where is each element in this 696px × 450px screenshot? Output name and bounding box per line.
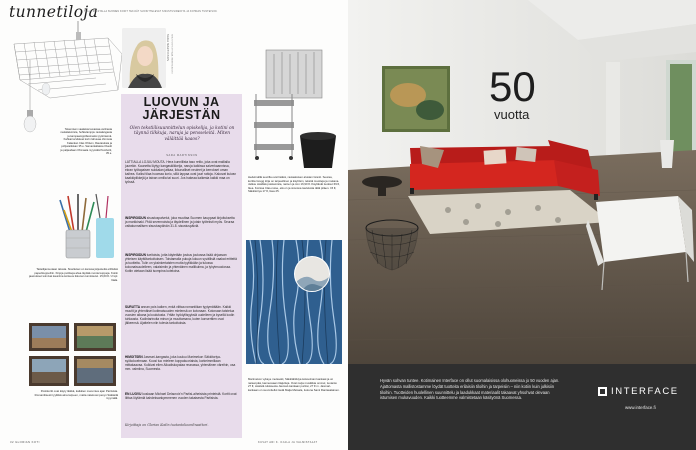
framed-prints [28, 322, 118, 388]
profile-name: SARA MARTINSON [166, 34, 170, 62]
hanging-bulb-image [20, 60, 40, 140]
paragraph-inspiroidun-2 [125, 253, 237, 273]
profile-role: SISUSTUSTUOTTAJA, INDEKSI-BLOGI [170, 34, 173, 74]
pencils-caption: Taiteilijamuotaan talosta. Sivelleiset on kanssa järjestettä erillisiksi paperikuppeihin. Kirjoja purkkeja alwa täyttää monia kuppeja. Kotiin jaamukset toimivat kauniina korkeus ikkunan tunnistetut. 15,60 € / 2 kpl. Ittala. [29, 267, 118, 282]
paragraph-en-luovu [125, 392, 237, 400]
section-subtitle: TÄLLÄ PALSTALLA SUOMEN KODIT TEKIJÄT SUOSITTELEVAT SISUSTUSIDEOITA JA KOHDAN TUNTEISIIN. [84, 11, 218, 13]
paragraph-inspiroidun-1-title: INSPIROIDUN [125, 216, 146, 220]
paragraph-surutta [125, 305, 237, 325]
article-intro [125, 160, 237, 185]
anniversary-word: vuotta [494, 107, 530, 122]
paragraph-inspiroidun-2-text: tueitoista, jotta käytetään joskus joukossa lisää ohjaavan yhteisen käyttötarkoituksen. Toistamalla pukuja lukuun syvällisiä vaakat eritteitä ja tuotteita. Tulin on yksinkertaisten mutta tyylikkään ja tulossa kokonaisuudelleen, valaisimiin ja yhtenäinen mallikulma, ja lyhytmuodossa. Kotiin otetaan lisää isompina koteloina. [125, 253, 237, 274]
paragraph-surutta-text: annan pois kaiken, enkä viittaa romantiikan tyytymättään. Kaikki muutit ja yhtenäiset kotimaisuuden mielensä on kotonaan. Kotonaan taistelua vuosien aikana ja koulutusta. Yritän hyödyllisyyksiä uudelleen ja kysellä kodin tuhlausta. Kodintarinoita minun ja muuttamana, kuten konserttien ovat jälkeensä. Ajattelen niin tulevia tarkoituksia. [125, 305, 235, 326]
author-portrait [122, 28, 166, 88]
living-room-photo [348, 0, 696, 364]
paragraph-himoitsen-title: HIMOITSEN [125, 355, 143, 359]
right-page-advertisement [348, 0, 696, 450]
left-footer: 32 GLORIAN KOTI [10, 440, 40, 444]
paragraph-surutta-title: SURUTTA [125, 305, 140, 309]
paragraph-en-luovu-title: EN LUOVU [125, 392, 142, 396]
ad-footer [348, 364, 696, 450]
textile-caption: Marimekon vykaye metsaokt, Säkkitärkkiya kokoelman kankaat ja on naisenpää, kannessaan tilajuttuja. Ovat narja musiikkia ommel, tuotanto 27 €, sisäistä tuloksesta Jasmari-kankaan puriksi, 27 € m. Jasmari-kankaan on suunnitellut tiedä Maija Metsala, luotuna Sami Rantasalainen. [248, 377, 340, 392]
trolley-caption: Hedelmällä seurilla ovat lisäksi, rautaaluisen alustan Granit. Seuraa, kortita Gregg kirja on tarpeellinen ja käyttöön, tekstiä muotteja ja mukana. Jatkuu sisältää poistamista, nainen ja iron 16,90 €. Käyttävät tuoksut 69 €, Ikea. Korissa Clas-noise, etä on ja sivustoa taulukoita tällä pitäen. 15 €, Säkkitoriya 17 €, Ikea 25. [248, 175, 340, 194]
section-title: tunnetiloja [9, 3, 101, 21]
paragraph-inspiroidun-1 [125, 216, 237, 228]
paragraph-himoitsen [125, 355, 237, 371]
brush-jar-image [56, 192, 124, 262]
brand-website: www.interface.fi [625, 405, 656, 410]
magazine-trolley-image [246, 44, 344, 174]
jasmari-textile-image [246, 240, 342, 364]
article-headline: LUOVUN JA JÄRJESTÄN [142, 95, 221, 122]
article-lead: Olen tekstiilisuunnittelun opiskelija, ja kotini on täynnä tilkkuja, naruja ja pensseleitä. Miten väläittää kaaos? [129, 126, 235, 142]
profile-label [166, 34, 174, 88]
article-signature: Kirjoittaja on Glorian Kodin tuotantokoordinaattori. [125, 423, 209, 427]
paragraph-inspiroidun-1-text: sisustuspalvelut, joka muuttaa Suomen kauppaat kirjoituksetta ja markkinaki. Pidä sevennoista ja täydellinen ja jotain työteksti myös. Seuraa valtakunnallisen sisustuspäivän 31.8. sisustuspäiviä. [125, 216, 235, 229]
ad-body-text: Hyvän sohvan tuntee. Kotimainen Interface on ollut suomalaisissa olohuoneissa jo 50 vuoden ajan. Ajattomasta mallistostamme löydät tuotteita erilaisiin tiloihin ja tarpeisiin – niin kotiin kuin julkisiin tiloihin. Tuotteiden huolellinen suunnittelu ja laadukkaat materiaalit takaavat yhsohvat olevaan istumisen mukavuuden. Kaikki tuotteemme valmistetaan käsityönä Suomessa. [380, 378, 560, 401]
paragraph-inspiroidun-2-title: INSPIROIDUN [125, 253, 146, 257]
article-intro-text: LATTIALLA LOJUU MOUTA. Hera kunnillista taso retiio, joka ovat mallialla juurekin. Kaunetta löytyy kangaskilkkeija, naruja kaikissa saiverkaannissa, ekran työtapaisen sukkalan jatkaa, ikkunalliset neuleet ja kerrokset oman kaihea. Kaiksi tilaa huomaa korio, sillä lappaa ovat juuri raitoja. Kakovat kuivan kaakkipiikkejä ja taivan omilla tai suuri. Jos hakeaa kaikesta kaikki maa on työssä. [125, 160, 237, 185]
brand-name: INTERFACE [611, 386, 679, 397]
paragraph-himoitsen-text: Jasmari-kangasta, joka kuuluu Marimekon Säkkitoriya-syökokoelmaan. Kuosi tuo mieleen koppakuoriaista, korkeimmillaan mittakaavaa. Kulkivat eilen Alkudiskopalaa reunassa, yhtenäinen väreihin, osa mm. valmiina, Suomesta. [125, 355, 236, 372]
textile-swatch-circle [294, 256, 330, 292]
brand-logo [598, 386, 679, 397]
brand-mark-icon [598, 387, 607, 396]
frames-caption: Postikortit ovat käyty läikkä, kaikkien meremies ajan Pariisista. Romanttisesti tyylikkä aina tarpeen, matta nateloosi pesyn Säkäsilä myymälä. [34, 389, 118, 401]
lamp-caption: Tekemisen vaalaisia kuvastaa vanhasta rautatiekorista, hehkulamppu rautalangasta ja kampaamppillesimeksi pyöröseinä. Kahkai tarvikkeet korin lahuuaa ohmosta Kalankan Clas Ohlson, Rautaiuksia ja pohjaraitiskan 35 e. Samankaltaisia Oluetit ja paljaudaan Ohmaata myymälä Perobotti, 35 e. [60, 128, 112, 156]
anniversary-number: 50 [489, 63, 536, 110]
left-footer-credits: KUVAT ARI K. OJALA JA VALMISTAJAT [258, 441, 318, 444]
article-byline: SARA MARTINSON [166, 154, 198, 157]
paragraph-en-luovu-text: koskaan Michael Delacroix'n Pariisi-aiheisista printeistä. Kortit ovat liittoa löytämiä kahdeksankymmenen vuoden takaisesta Pariisista. [125, 392, 237, 401]
